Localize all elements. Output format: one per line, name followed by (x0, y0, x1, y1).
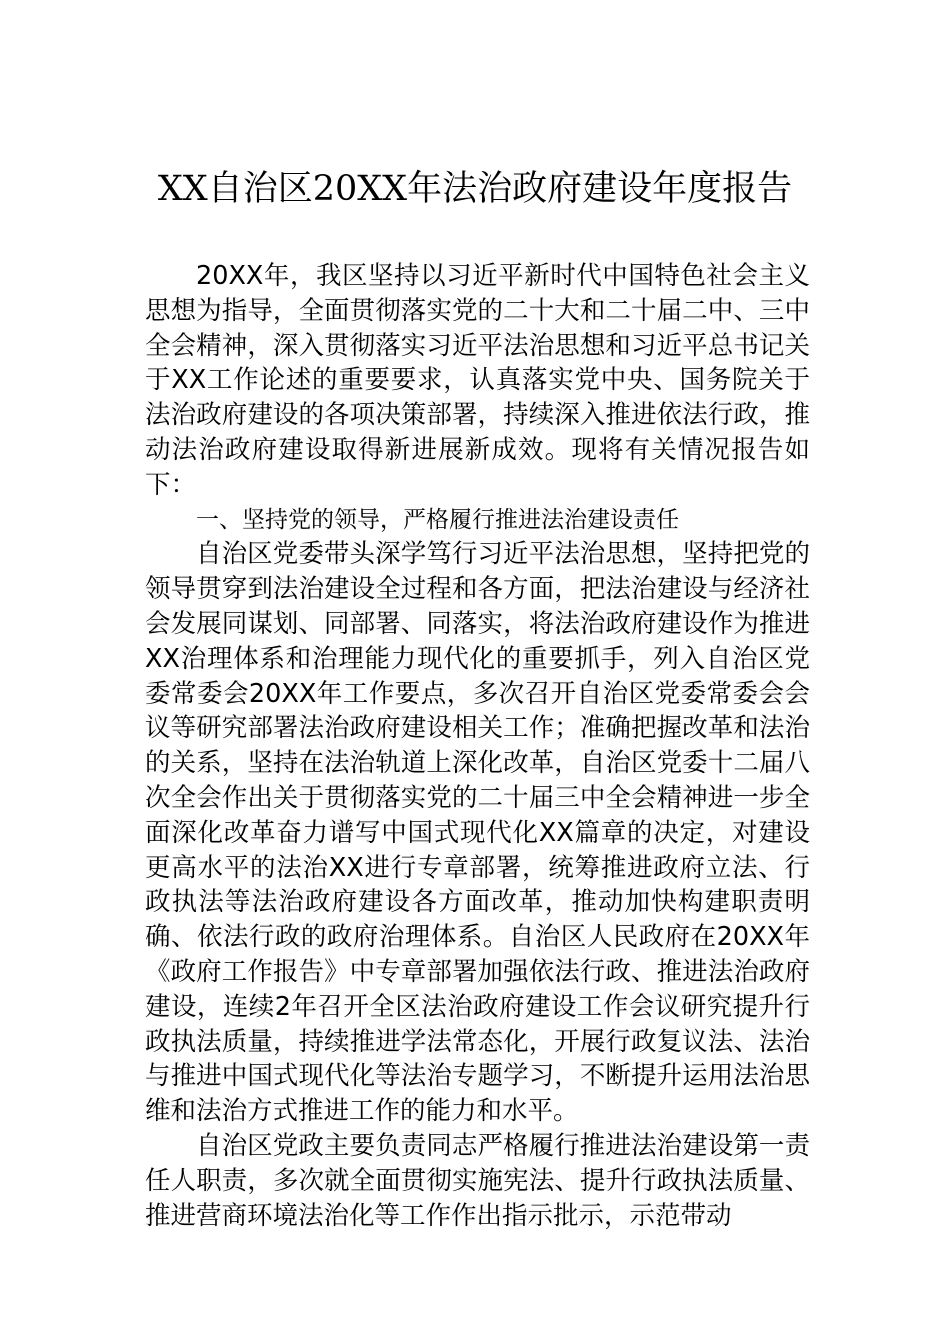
document-title: XX自治区20XX年法治政府建设年度报告 (157, 169, 793, 209)
section-heading-1: 一、坚持党的领导，严格履行推进法治建设责任 (196, 506, 679, 533)
paragraph-responsibility: 自治区党政主要负责同志严格履行推进法治建设第一责任人职责，多次就全面贯彻实施宪法、提升行政执法质量、推进营商环境法治化等工作作出指示批示，示范带动 (145, 1130, 810, 1231)
paragraph-party-leadership: 自治区党委带头深学笃行习近平法治思想，坚持把党的领导贯穿到法治建设全过程和各方面，把法治建设与经济社会发展同谋划、同部署、同落实，将法治政府建设作为推进XX治理体系和治理能力现代化的重要抓手，列入自治区党委常委会20XX年工作要点，多次召开自治区党委常委会会议等研究部署法治政府建设相关工作；准确把握改革和法治的关系，坚持在法治轨道上深化改革，自治区党委十二届八次全会作出关于贯彻落实党的二十届三中全会精神进一步全面深化改革奋力谱写中国式现代化XX篇章的决定，对建设更高水平的法治XX进行专章部署，统筹推进政府立法、行政执法等法治政府建设各方面改革，推动加快构建职责明确、依法行政的政府治理体系。自治区人民政府在20XX年《政府工作报告》中专章部署加强依法行政、推进法治政府建设，连续2年召开全区法治政府建设工作会议研究提升行政执法质量，持续推进学法常态化，开展行政复议法、法治与推进中国式现代化等法治专题学习，不断提升运用法治思维和法治方式推进工作的能力和水平。 (145, 539, 810, 1127)
paragraph-intro: 20XX年，我区坚持以习近平新时代中国特色社会主义思想为指导，全面贯彻落实党的二十大和二十届二中、三中全会精神，深入贯彻落实习近平法治思想和习近平总书记关于XX工作论述的重要要求，认真落实党中央、国务院关于法治政府建设的各项决策部署，持续深入推进依法行政，推动法治政府建设取得新进展新成效。现将有关情况报告如下： (145, 261, 810, 500)
document-body (145, 259, 810, 1233)
